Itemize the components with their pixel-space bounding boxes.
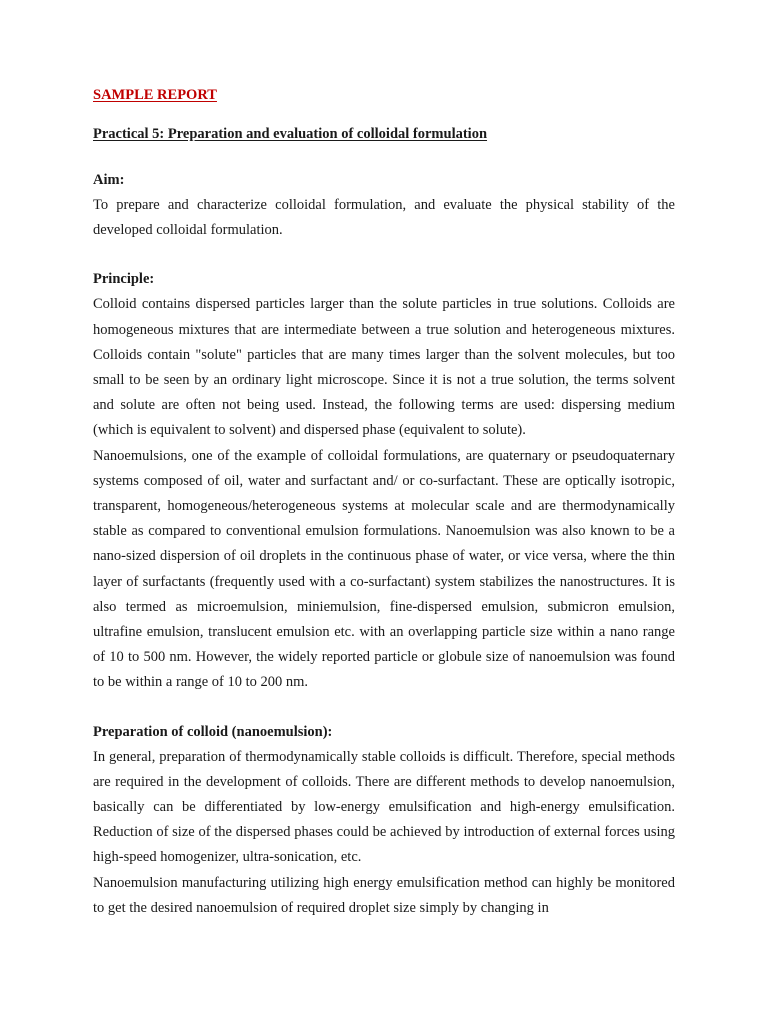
document-body (93, 85, 675, 921)
section-gap (93, 696, 675, 720)
aim-text: To prepare and characterize colloidal formulation, and evaluate the physical stability of the developed colloidal formulation. (93, 197, 675, 239)
preparation-heading: Preparation of colloid (nanoemulsion): (93, 723, 333, 740)
preparation-paragraph-2: Nanoemulsion manufacturing utilizing high energy emulsification method can highly be monitored to get the desired nanoemulsion of required droplet size simply by changing in (93, 874, 675, 916)
principle-paragraph-1: Colloid contains dispersed particles larger than the solute particles in true solutions. Colloids are homogeneous mixtures that are intermediate between a true solution and heterogeneous mixtures. Colloids contain "solute" particles that are many times larger than the solvent molecules, but too small to be seen by an ordinary light microscope. Since it is not a true solution, the terms solvent and solute are often not being used. Instead, the following terms are used: dispersing medium (which is equivalent to solvent) and dispersed phase (equivalent to solute). (93, 296, 675, 439)
principle-paragraph-2: Nanoemulsions, one of the example of colloidal formulations, are quaternary or pseudoquaternary systems composed of oil, water and surfactant and/ or co-surfactant. These are optically isotropic, transparent, homogeneous/heterogeneous systems at molecular scale and are thermodynamically stable as compared to conventional emulsion formulations. Nanoemulsion was also known to be a nano-sized dispersion of oil droplets in the continuous phase of water, or vice versa, where the thin layer of surfactants (frequently used with a co-surfactant) system stabilizes the nanostructures. It is also termed as microemulsion, miniemulsion, fine-dispersed emulsion, submicron emulsion, ultrafine emulsion, translucent emulsion etc. with an overlapping particle size within a nano range of 10 to 500 nm. However, the widely reported particle or globule size of nanoemulsion was found to be within a range of 10 to 200 nm. (93, 447, 675, 691)
practical-title: Practical 5: Preparation and evaluation of colloidal formulation (93, 126, 488, 142)
sample-report-title: SAMPLE REPORT (93, 87, 217, 103)
preparation-paragraph-1: In general, preparation of thermodynamically stable colloids is difficult. Therefore, special methods are required in the development of colloids. There are different methods to develop nanoemulsion, basically can be differentiated by low-energy emulsification and high-energy emulsification. Reduction of size of the dispersed phases could be achieved by introduction of external forces using high-speed homogenizer, ultra-sonication, etc. (93, 748, 675, 866)
section-gap (93, 243, 675, 267)
aim-heading: Aim: (93, 172, 125, 188)
principle-heading: Principle: (93, 271, 155, 288)
